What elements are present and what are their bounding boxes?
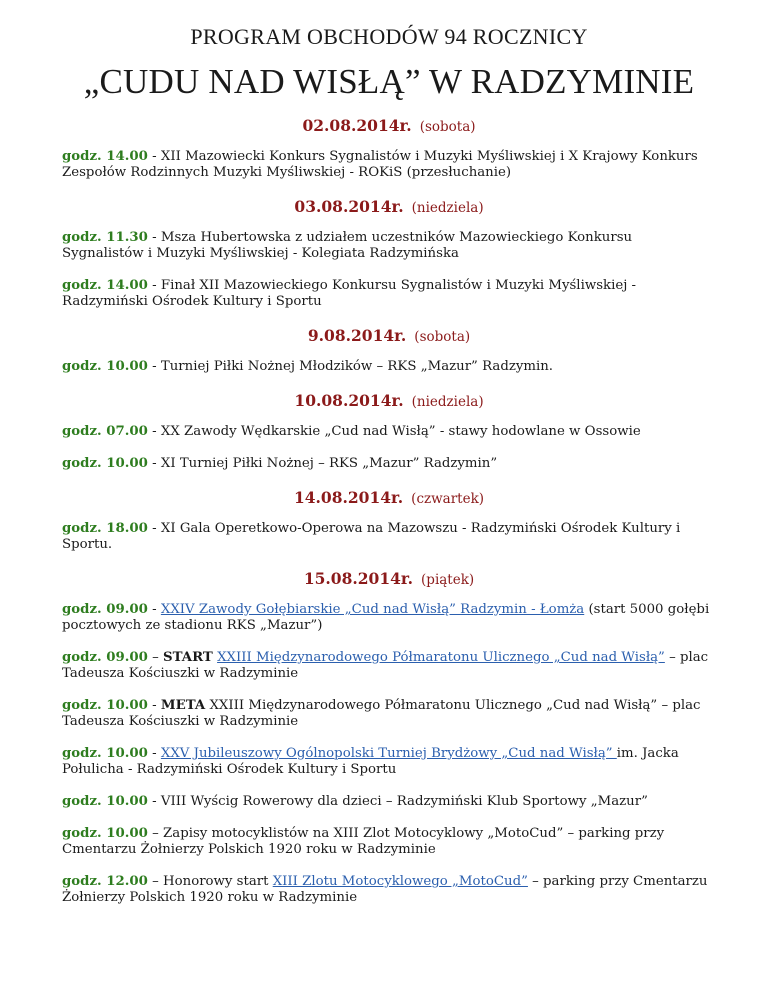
event-text: - VIII Wyścig Rowerowy dla dzieci – Radzymiński Klub Sportowy „Mazur”: [147, 794, 648, 809]
day-date: 15.08.2014r.: [303, 569, 414, 588]
event-item: [62, 794, 716, 810]
event-text-suffix: im. Jacka Połulicha - Radzymiński Ośrodek Kultury i Sportu: [62, 746, 679, 777]
event-item: [62, 698, 716, 730]
event-time: godz. 11.30: [62, 230, 148, 245]
document-title-line1: PROGRAM OBCHODÓW 94 ROCZNICY: [190, 24, 588, 49]
event-text: - XII Mazowiecki Konkurs Sygnalistów i Muzyki Myśliwskiej i X Krajowy Konkurs Zespołów Rodzinnych Muzyki Myśliwskiej - ROKiS (przesłuchanie): [62, 149, 698, 180]
day-date: 02.08.2014r.: [302, 116, 412, 135]
event-item: [62, 149, 716, 181]
day-date: 10.08.2014r.: [294, 391, 404, 410]
day-heading: [62, 391, 716, 410]
event-time: godz. 18.00: [62, 521, 148, 536]
event-text: - Finał XII Mazowieckiego Konkursu Sygnalistów i Muzyki Myśliwskiej - Radzymiński Ośrodek Kultury i Sportu: [62, 278, 637, 309]
event-item: [62, 424, 716, 440]
event-text-suffix: (start 5000 gołębi pocztowych ze stadionu RKS „Mazur”): [62, 602, 710, 633]
event-item: [62, 874, 716, 906]
event-text-prefix: –: [147, 650, 164, 665]
event-text-prefix: -: [147, 746, 161, 761]
event-time: godz. 10.00: [62, 359, 148, 374]
document-title-line2: „CUDU NAD WISŁĄ” W RADZYMINIE: [83, 62, 695, 101]
event-item: [62, 278, 716, 310]
event-item: [62, 746, 716, 778]
event-bold-label: META: [160, 698, 206, 713]
event-text: - Msza Hubertowska z udziałem uczestników Mazowieckiego Konkursu Sygnalistów i Muzyki Myśliwskiej - Kolegiata Radzymińska: [62, 230, 633, 261]
event-item: [62, 650, 716, 682]
event-text: - XI Gala Operetkowo-Operowa na Mazowszu - Radzymiński Ośrodek Kultury i Sportu.: [62, 521, 681, 552]
day-date: 03.08.2014r.: [294, 197, 404, 216]
day-weekday: (czwartek): [411, 491, 485, 507]
day-weekday: (sobota): [414, 329, 471, 345]
event-link[interactable]: XIII Zlotu Motocyklowego „MotoCud”: [272, 874, 528, 889]
day-heading: [62, 569, 716, 588]
event-time: godz. 09.00: [62, 602, 148, 617]
event-text-prefix: -: [147, 602, 161, 617]
event-text: – Zapisy motocyklistów na XIII Zlot Motocyklowy „MotoCud” – parking przy Cmentarzu Żołnierzy Polskich 1920 roku w Radzyminie: [62, 826, 665, 857]
event-item: [62, 456, 716, 472]
event-text-prefix: – Honorowy start: [147, 874, 273, 889]
event-item: [62, 602, 716, 634]
event-link[interactable]: XXIV Zawody Gołębiarskie „Cud nad Wisłą” Radzymin - Łomża: [160, 602, 585, 617]
event-item: [62, 230, 716, 262]
event-time: godz. 10.00: [62, 698, 148, 713]
event-time: godz. 07.00: [62, 424, 148, 439]
event-text: - XI Turniej Piłki Nożnej – RKS „Mazur” Radzymin”: [147, 456, 498, 471]
event-time: godz. 10.00: [62, 746, 148, 761]
day-date: 9.08.2014r.: [307, 326, 407, 345]
day-weekday: (piątek): [421, 572, 475, 588]
event-time: godz. 12.00: [62, 874, 148, 889]
event-text: - Turniej Piłki Nożnej Młodzików – RKS „Mazur” Radzymin.: [147, 359, 554, 374]
day-heading: [62, 116, 716, 135]
day-heading: [62, 326, 716, 345]
event-text: - XX Zawody Wędkarskie „Cud nad Wisłą” - stawy hodowlane w Ossowie: [147, 424, 641, 439]
event-time: godz. 10.00: [62, 826, 148, 841]
day-heading: [62, 197, 716, 216]
event-time: godz. 10.00: [62, 456, 148, 471]
day-date: 14.08.2014r.: [293, 488, 404, 507]
event-bold-label: START: [163, 650, 213, 665]
event-text-suffix: – plac Tadeusza Kościuszki w Radzyminie: [62, 650, 709, 681]
program-list: [62, 116, 716, 906]
day-weekday: (niedziela): [411, 200, 484, 216]
event-time: godz. 14.00: [62, 278, 148, 293]
event-item: [62, 826, 716, 858]
event-time: godz. 10.00: [62, 794, 148, 809]
event-text-suffix: XXIII Międzynarodowego Półmaratonu Ulicznego „Cud nad Wisłą” – plac Tadeusza Kościuszki w Radzyminie: [62, 698, 701, 729]
event-item: [62, 359, 716, 375]
event-time: godz. 14.00: [62, 149, 148, 164]
day-weekday: (niedziela): [411, 394, 484, 410]
event-time: godz. 09.00: [62, 650, 148, 665]
event-link[interactable]: XXV Jubileuszowy Ogólnopolski Turniej Brydżowy „Cud nad Wisłą”: [160, 746, 617, 761]
day-heading: [62, 488, 716, 507]
event-text-prefix: -: [147, 698, 161, 713]
event-link[interactable]: XXIII Międzynarodowego Półmaratonu Ulicznego „Cud nad Wisłą”: [217, 650, 665, 665]
day-weekday: (sobota): [419, 119, 476, 135]
event-text-suffix: – parking przy Cmentarzu Żołnierzy Polskich 1920 roku w Radzyminie: [62, 874, 708, 905]
event-item: [62, 521, 716, 553]
